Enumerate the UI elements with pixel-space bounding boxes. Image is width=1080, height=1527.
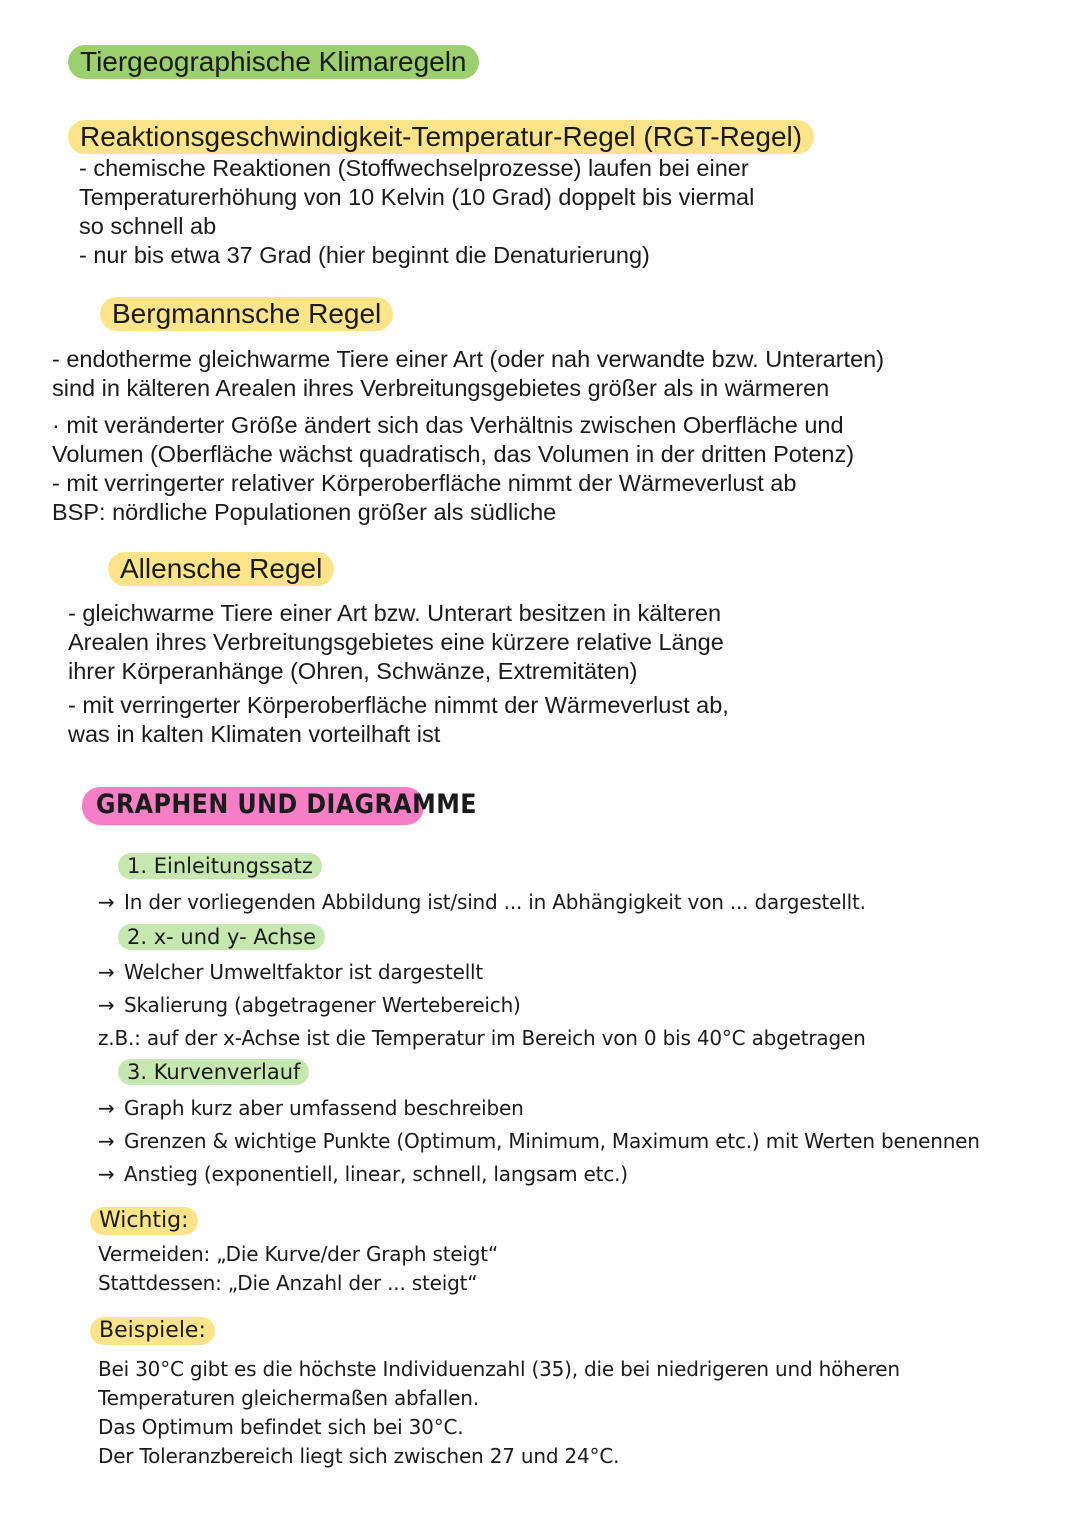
examples-line: Das Optimum befindet sich bei 30°C.	[98, 1415, 464, 1439]
step1-title: 1. Einleitungssatz	[118, 853, 322, 879]
step2-line	[98, 956, 483, 989]
important-line: Stattdessen: „Die Anzahl der ... steigt“	[98, 1271, 478, 1295]
graphs-title: GRAPHEN UND DIAGRAMME	[96, 789, 477, 820]
rgt-line: - nur bis etwa 37 Grad (hier beginnt die Denaturierung)	[79, 242, 650, 268]
step2-line	[98, 989, 521, 1022]
allen-line: - gleichwarme Tiere einer Art bzw. Unterart besitzen in kälteren	[68, 600, 722, 626]
examples-line: Bei 30°C gibt es die höchste Individuenzahl (35), die bei niedrigeren und höheren	[98, 1357, 900, 1381]
arrow-right-icon: →	[98, 890, 115, 914]
bergmann-line: Volumen (Oberfläche wächst quadratisch, das Volumen in der dritten Potenz)	[52, 441, 855, 467]
examples-line: Der Toleranzbereich liegt sich zwischen 27 und 24°C.	[98, 1444, 620, 1468]
bergmann-line: BSP: nördliche Populationen größer als südliche	[52, 499, 557, 525]
important-title: Wichtig:	[90, 1207, 198, 1235]
examples-title: Beispiele:	[90, 1317, 215, 1345]
bergmann-body	[52, 345, 884, 527]
rgt-line: Temperaturerhöhung von 10 Kelvin (10 Grad) doppelt bis viermal	[79, 184, 755, 210]
step3-line	[98, 1158, 628, 1191]
step3-line	[98, 1092, 524, 1125]
important-line: Vermeiden: „Die Kurve/der Graph steigt“	[98, 1242, 499, 1266]
step3-line	[98, 1125, 980, 1158]
bergmann-line: · mit veränderter Größe ändert sich das Verhältnis zwischen Oberfläche und	[52, 412, 844, 438]
arrow-right-icon: →	[98, 1096, 115, 1120]
bergmann-line: sind in kälteren Arealen ihres Verbreitungsgebietes größer als in wärmeren	[52, 375, 830, 401]
step2-title: 2. x- und y- Achse	[118, 924, 325, 950]
examples-body	[98, 1355, 900, 1471]
rgt-line: so schnell ab	[79, 213, 217, 239]
arrow-right-icon: →	[98, 1162, 115, 1186]
step2-text: Welcher Umweltfaktor ist dargestellt	[124, 960, 484, 984]
examples-line: Temperaturen gleichermaßen abfallen.	[98, 1386, 479, 1410]
bergmann-line: - mit verringerter relativer Körperoberfläche nimmt der Wärmeverlust ab	[52, 470, 797, 496]
graphs-heading-bg	[82, 787, 477, 825]
allen-line: was in kalten Klimaten vorteilhaft ist	[68, 721, 441, 747]
step1-line	[98, 886, 866, 919]
allen-line: Arealen ihres Verbreitungsgebietes eine kürzere relative Länge	[68, 629, 724, 655]
rgt-body	[79, 154, 754, 270]
step3-text: Grenzen & wichtige Punkte (Optimum, Minimum, Maximum etc.) mit Werten benennen	[124, 1129, 980, 1153]
main-title: Tiergeographische Klimaregeln	[68, 45, 479, 79]
allen-line: ihrer Körperanhänge (Ohren, Schwänze, Extremitäten)	[68, 658, 638, 684]
arrow-right-icon: →	[98, 960, 115, 984]
bergmann-title: Bergmannsche Regel	[100, 297, 393, 331]
step2-text: Skalierung (abgetragener Wertebereich)	[124, 993, 521, 1017]
allen-line: - mit verringerter Körperoberfläche nimmt der Wärmeverlust ab,	[68, 692, 729, 718]
step3-title: 3. Kurvenverlauf	[118, 1059, 309, 1085]
arrow-right-icon: →	[98, 993, 115, 1017]
step1-text: In der vorliegenden Abbildung ist/sind ... in Abhängigkeit von ... dargestellt.	[124, 890, 866, 914]
allen-body	[68, 599, 729, 749]
bergmann-line: - endotherme gleichwarme Tiere einer Art (oder nah verwandte bzw. Unterarten)	[52, 346, 885, 372]
rgt-line: - chemische Reaktionen (Stoffwechselprozesse) laufen bei einer	[79, 155, 749, 181]
allen-title: Allensche Regel	[108, 552, 334, 586]
step3-text: Graph kurz aber umfassend beschreiben	[124, 1096, 524, 1120]
step2-example: z.B.: auf der x-Achse ist die Temperatur im Bereich von 0 bis 40°C abgetragen	[98, 1026, 866, 1050]
arrow-right-icon: →	[98, 1129, 115, 1153]
rgt-title: Reaktionsgeschwindigkeit-Temperatur-Regel (RGT-Regel)	[68, 120, 814, 154]
important-body	[98, 1240, 498, 1298]
step3-text: Anstieg (exponentiell, linear, schnell, langsam etc.)	[124, 1162, 628, 1186]
